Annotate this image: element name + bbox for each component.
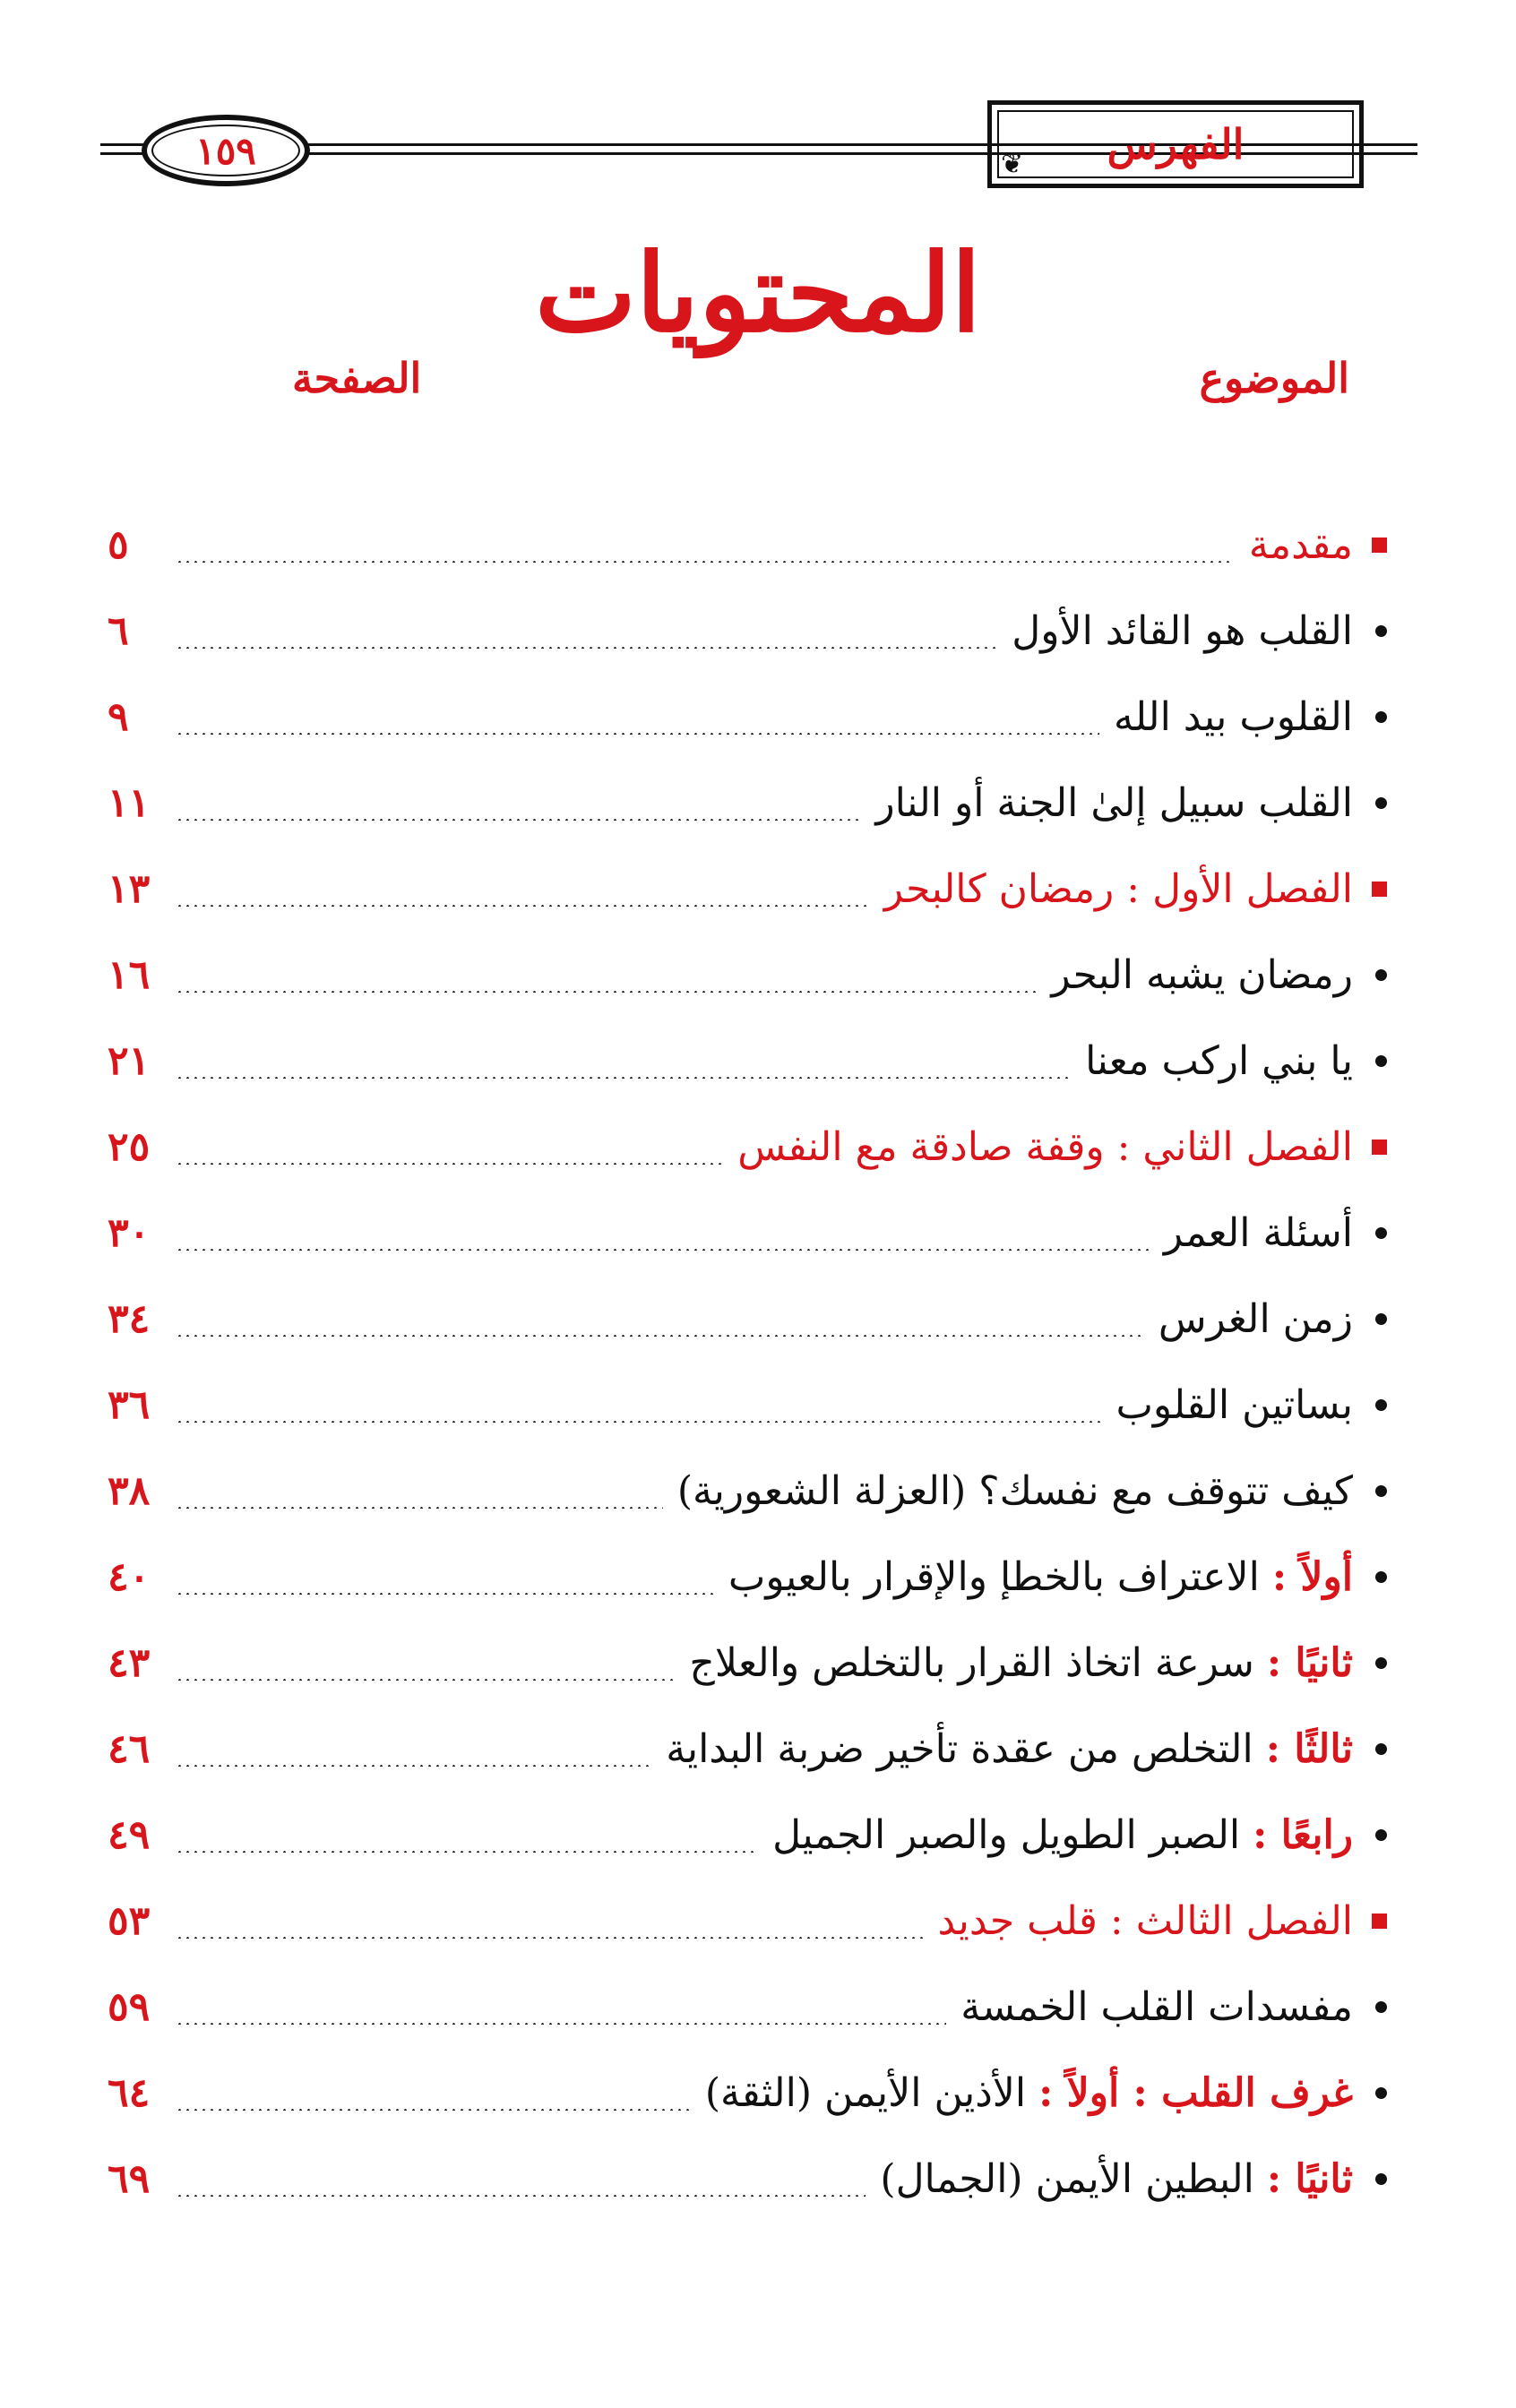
toc-entry-label (866, 780, 1353, 826)
toc-entry-text: مفسدات القلب الخمسة (960, 1983, 1353, 2030)
toc-entry-text: سرعة اتخاذ القرار بالتخلص والعلاج (689, 1639, 1254, 1686)
toc-entry[interactable] (108, 1792, 1387, 1878)
toc-entry-page: ٩ (108, 693, 129, 740)
toc-entry-label (763, 1812, 1353, 1858)
dot-bullet-icon (1353, 1227, 1387, 1239)
section-title: الفهرس (1107, 120, 1245, 168)
dot-bullet-icon (1353, 1829, 1387, 1841)
toc-entry-text: الفصل الثالث : قلب جديد (937, 1897, 1353, 1944)
toc-entry-page: ٢١ (108, 1037, 151, 1084)
dot-bullet-icon (1353, 969, 1387, 981)
dot-bullet-icon (1353, 1657, 1387, 1669)
dot-leader (176, 647, 997, 649)
dot-bullet-icon (1353, 1743, 1387, 1755)
toc-entry-page: ٤٣ (108, 1639, 151, 1686)
toc-entry-lead: ثانيًا : (1266, 1639, 1353, 1686)
dot-leader (176, 1335, 1144, 1337)
dot-bullet-icon (1353, 2001, 1387, 2013)
toc-entry-text: بساتين القلوب (1115, 1381, 1353, 1428)
toc-entry-label (680, 1640, 1353, 1686)
dot-bullet-icon (1353, 797, 1387, 809)
dot-bullet-icon (1353, 1313, 1387, 1325)
dot-bullet-icon (1353, 2173, 1387, 2185)
toc-entry-label (1150, 1296, 1353, 1342)
toc-entry-text: مقدمة (1248, 521, 1353, 568)
toc-entry[interactable] (108, 2136, 1387, 2222)
toc-entry[interactable] (108, 1534, 1387, 1620)
column-head-page: الصفحة (292, 354, 422, 402)
page-number-badge (142, 115, 310, 186)
toc-entry-label (1155, 1210, 1353, 1256)
toc-entry-label (1042, 952, 1353, 998)
toc-entry[interactable] (108, 846, 1387, 932)
corner-ornament-icon: ❦ (1001, 149, 1024, 180)
toc-entry-label (1003, 608, 1353, 654)
square-bullet-icon (1353, 538, 1387, 553)
toc-entry-label (1107, 1382, 1353, 1428)
toc-entry[interactable] (108, 588, 1387, 674)
dot-leader (176, 2023, 946, 2025)
square-bullet-icon (1353, 1140, 1387, 1155)
toc-entry-page: ٥٣ (108, 1897, 151, 1944)
toc-entry-text: الفصل الأول : رمضان كالبحر (883, 865, 1353, 912)
toc-entry-text: زمن الغرس (1158, 1295, 1353, 1342)
toc-entry-text: كيف تتوقف مع نفسك؟ (العزلة الشعورية) (676, 1467, 1353, 1514)
dot-leader (176, 733, 1099, 735)
toc-entry-text: البطين الأيمن (الجمال) (880, 2155, 1254, 2202)
toc-entry-text: القلب سبيل إلىٰ الجنة أو النار (875, 779, 1353, 826)
toc-entry-page: ٦٤ (108, 2069, 151, 2116)
toc-entry-lead: رابعًا : (1253, 1811, 1353, 1858)
dot-bullet-icon (1353, 1571, 1387, 1583)
dot-leader (176, 819, 861, 821)
dot-leader (176, 1679, 675, 1681)
dot-leader (176, 1593, 714, 1595)
toc-entry-lead: غرف القلب : أولاً : (1038, 2069, 1353, 2116)
dot-leader (176, 1507, 663, 1509)
toc-entry-page: ١٦ (108, 951, 151, 998)
dot-leader (176, 1851, 758, 1853)
section-tab (987, 100, 1364, 188)
toc-entry-text: القلوب بيد الله (1114, 693, 1353, 740)
toc-entry-text: الصبر الطويل والصبر الجميل (772, 1811, 1241, 1858)
toc-entry-text: يا بني اركب معنا (1085, 1037, 1353, 1084)
toc-entry[interactable] (108, 1104, 1387, 1190)
toc-entry-label (875, 866, 1353, 912)
page-number: ١٥٩ (195, 128, 256, 173)
toc-entry-label (1076, 1038, 1353, 1084)
toc-entry-label (728, 1124, 1353, 1170)
toc-entry-label (952, 1984, 1353, 2030)
dot-bullet-icon (1353, 1485, 1387, 1497)
dot-leader (176, 1163, 723, 1165)
toc-entry-lead: أولاً : (1271, 1553, 1353, 1600)
dot-leader (176, 991, 1037, 993)
dot-bullet-icon (1353, 1399, 1387, 1411)
toc-entry[interactable] (108, 1706, 1387, 1792)
toc-entry[interactable] (108, 760, 1387, 846)
dot-bullet-icon (1353, 2087, 1387, 2099)
toc-entry[interactable] (108, 1190, 1387, 1276)
toc-entry[interactable] (108, 674, 1387, 760)
toc-entry-lead: ثانيًا : (1266, 2155, 1353, 2202)
toc-entry-label (1105, 694, 1353, 740)
dot-bullet-icon (1353, 625, 1387, 637)
toc-entry-label (696, 2070, 1353, 2116)
toc-entry-text: الأذين الأيمن (الثقة) (704, 2069, 1027, 2116)
toc-entry-lead: ثالثًا : (1265, 1725, 1353, 1772)
toc-entry-page: ٥٩ (108, 1983, 151, 2030)
toc-entry-text: الاعتراف بالخطإ والإقرار بالعيوب (728, 1553, 1260, 1600)
toc-entry-label (1240, 522, 1353, 568)
column-head-topic: الموضوع (1199, 354, 1349, 402)
toc-entry-text: رمضان يشبه البحر (1051, 951, 1353, 998)
page-title: المحتويات (535, 230, 981, 357)
dot-leader (176, 2109, 691, 2111)
toc-entry-page: ١١ (108, 779, 151, 826)
toc-entry-label (668, 1468, 1353, 1514)
toc-entry[interactable] (108, 2050, 1387, 2136)
toc-entry[interactable] (108, 1448, 1387, 1534)
toc-entry[interactable] (108, 1018, 1387, 1104)
toc-entry-page: ٤٩ (108, 1811, 151, 1858)
square-bullet-icon (1353, 1914, 1387, 1929)
toc-entry-label (871, 2156, 1353, 2202)
toc-entry-page: ١٣ (108, 865, 151, 912)
toc-entry-text: التخلص من عقدة تأخير ضربة البداية (666, 1725, 1253, 1772)
square-bullet-icon (1353, 882, 1387, 897)
dot-leader (176, 2195, 866, 2197)
toc-entry-page: ٣٨ (108, 1467, 151, 1514)
dot-leader (176, 1249, 1150, 1251)
toc-entry-page: ٤٠ (108, 1553, 151, 1600)
toc-entry[interactable] (108, 1620, 1387, 1706)
toc-entry-page: ٣٠ (108, 1209, 151, 1256)
toc-entry-text: القلب هو القائد الأول (1012, 607, 1353, 654)
dot-leader (176, 905, 870, 907)
toc-entry[interactable] (108, 1362, 1387, 1448)
toc-entry-page: ٣٤ (108, 1295, 151, 1342)
dot-bullet-icon (1353, 711, 1387, 723)
toc-entry-label (657, 1726, 1353, 1772)
toc-entry-page: ٦ (108, 607, 129, 654)
toc-entry-label (928, 1898, 1353, 1944)
table-of-contents (108, 502, 1387, 2222)
toc-entry-text: الفصل الثاني : وقفة صادقة مع النفس (737, 1123, 1353, 1170)
toc-entry-page: ٣٦ (108, 1381, 151, 1428)
toc-entry-page: ٥ (108, 521, 129, 568)
toc-entry[interactable] (108, 1276, 1387, 1362)
dot-leader (176, 1765, 651, 1767)
toc-entry-page: ٤٦ (108, 1725, 151, 1772)
dot-leader (176, 1421, 1101, 1423)
toc-entry-page: ٦٩ (108, 2155, 151, 2202)
toc-entry-text: أسئلة العمر (1163, 1209, 1353, 1256)
dot-leader (176, 1937, 923, 1939)
toc-entry[interactable] (108, 1878, 1387, 1964)
toc-entry[interactable] (108, 932, 1387, 1018)
toc-entry-label (719, 1554, 1353, 1600)
toc-entry[interactable] (108, 1964, 1387, 2050)
dot-leader (176, 561, 1235, 563)
toc-entry-page: ٢٥ (108, 1123, 151, 1170)
toc-entry[interactable] (108, 502, 1387, 588)
dot-leader (176, 1077, 1071, 1079)
dot-bullet-icon (1353, 1055, 1387, 1067)
